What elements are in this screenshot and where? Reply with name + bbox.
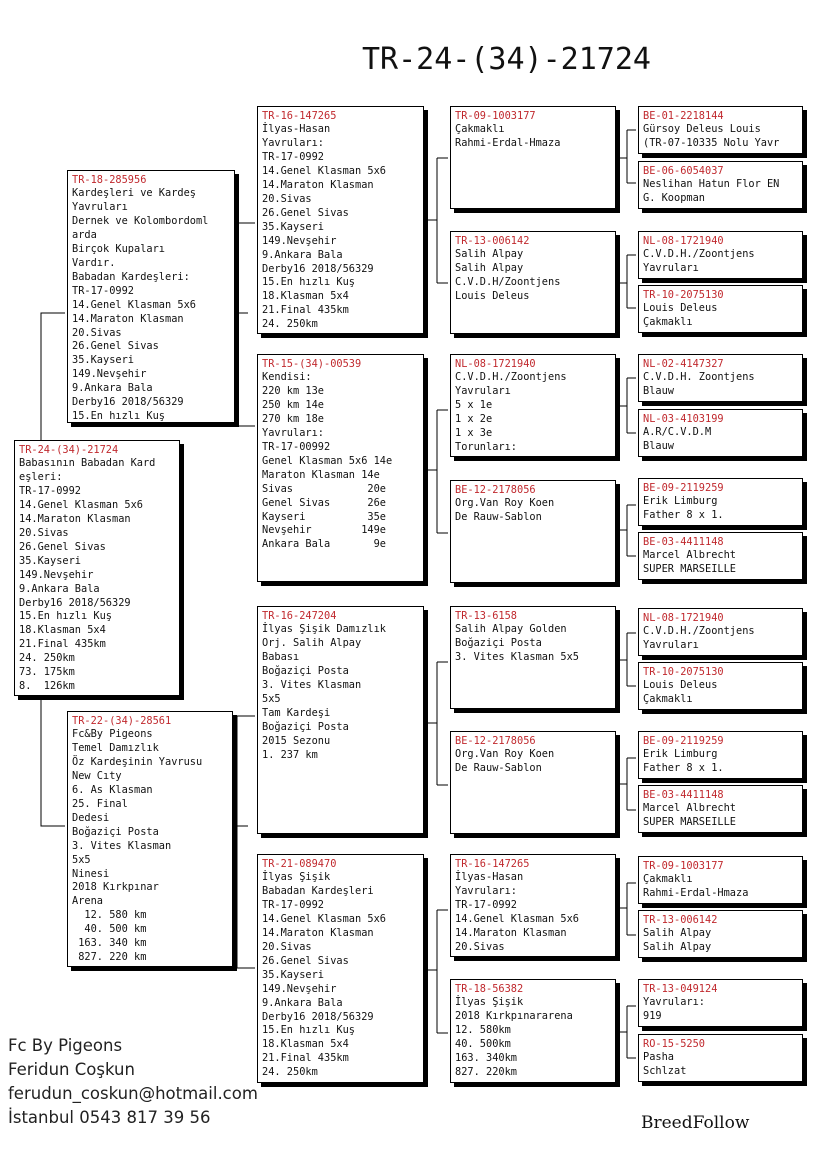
pedigree-info-line: Dedesi	[72, 811, 110, 824]
ring-number: TR-10-2075130	[643, 666, 724, 678]
pedigree-info-line: TR-17-0992	[455, 898, 517, 911]
pedigree-info-line: Sivas 20e	[262, 482, 386, 495]
pedigree-card-gen3-7	[450, 854, 616, 957]
pedigree-info-line: 40. 500 km	[72, 923, 147, 936]
ring-number: BE-06-6054037	[643, 165, 724, 177]
pedigree-card-dam	[67, 711, 233, 967]
pedigree-info-line: 220 km 13e	[262, 384, 324, 397]
pedigree-card-gen3-1	[450, 106, 616, 209]
pedigree-info-line: 35.Kayseri	[19, 554, 81, 567]
pedigree-info-line: 14.Maraton Klasman	[19, 512, 131, 525]
pedigree-info-line: 20.Sivas	[72, 326, 122, 339]
pedigree-info-line: 15.En hızlı Kuş	[262, 1024, 355, 1037]
pedigree-info-line: Org.Van Roy Koen	[455, 497, 555, 509]
pedigree-info-line: eşleri:	[19, 470, 63, 483]
pedigree-info-line: Father 8 x 1.	[643, 508, 724, 521]
pedigree-info-line: 73. 175km	[19, 666, 75, 679]
pedigree-info-line: 1. 237 km	[262, 748, 318, 761]
pedigree-info-line: Salih Alpay	[455, 261, 524, 274]
pedigree-info-line: 15.En hızlı Kuş	[72, 410, 165, 423]
pedigree-info-line: 6. As Klasman	[72, 783, 153, 796]
pedigree-info-line: 9.Ankara Bala	[72, 382, 153, 395]
pedigree-info-line: 8. 126km	[19, 680, 75, 693]
pedigree-info-line: Marcel Albrecht	[643, 549, 736, 561]
pedigree-info-line: 250 km 14e	[262, 398, 324, 411]
pedigree-card-gen4-10	[638, 662, 803, 710]
pedigree-info-line: 20.Sivas	[262, 940, 312, 953]
pedigree-info-line: 20.Sivas	[455, 940, 505, 953]
pedigree-info-line: 20.Sivas	[19, 526, 69, 539]
ring-number: TR-09-1003177	[643, 860, 724, 872]
ring-number: TR-13-006142	[643, 914, 718, 926]
pedigree-card-gen4-5	[638, 354, 803, 402]
pedigree-info-line: Schlzat	[643, 1064, 687, 1077]
ring-number: TR-10-2075130	[643, 289, 724, 301]
pedigree-card-gen4-1	[638, 106, 803, 154]
pedigree-info-line: SUPER MARSEILLE	[643, 815, 736, 828]
pedigree-card-gen4-12	[638, 785, 803, 833]
pedigree-info-line: Boğaziçi Posta	[455, 636, 542, 649]
ring-number: TR-13-6158	[455, 610, 517, 622]
ring-number: TR-13-006142	[455, 235, 530, 247]
pedigree-card-gen4-13	[638, 856, 803, 904]
pedigree-info-line: 9.Ankara Bala	[262, 996, 343, 1009]
pedigree-card-gen4-4	[638, 285, 803, 333]
pedigree-info-line: 24. 250km	[262, 1066, 318, 1079]
pedigree-card-gen3-6	[450, 731, 616, 834]
pedigree-info-line: Çakmaklı	[643, 873, 693, 885]
ring-number: TR-16-247204	[262, 610, 337, 622]
pedigree-info-line: Dernek ve Kolombordoml	[72, 214, 209, 227]
pedigree-info-line: Çakmaklı	[643, 692, 693, 705]
pedigree-info-line: Yavruları	[455, 384, 511, 397]
pedigree-info-line: TR-17-00992	[262, 440, 331, 453]
ring-number: BE-12-2178056	[455, 735, 536, 747]
pedigree-card-gen3-2	[450, 231, 616, 334]
pedigree-info-line: 3. Vites Klasman	[262, 678, 362, 691]
pedigree-info-line: C.V.D.H. Zoontjens	[643, 371, 755, 383]
pedigree-info-line: Derby16 2018/56329	[262, 262, 374, 275]
pedigree-info-line: Rahmi-Erdal-Hmaza	[643, 886, 749, 899]
pedigree-info-line: 163. 340 km	[72, 937, 147, 950]
pedigree-card-gen3-8	[450, 979, 616, 1083]
pedigree-title: TR-24-(34)-21724	[362, 42, 651, 77]
pedigree-info-line: Birçok Kupaları	[72, 242, 165, 255]
pedigree-info-line: 14.Genel Klasman 5x6	[72, 298, 196, 311]
contact-owner: Feridun Coşkun	[8, 1060, 135, 1079]
pedigree-info-line: Yavruları:	[262, 426, 324, 439]
pedigree-info-line: 149.Nevşehir	[19, 568, 94, 581]
pedigree-info-line: 20.Sivas	[262, 192, 312, 205]
pedigree-info-line: Çakmaklı	[643, 315, 693, 328]
pedigree-info-line: 18.Klasman 5x4	[262, 1038, 349, 1051]
pedigree-info-line: C.V.D.H./Zoontjens	[455, 371, 567, 383]
pedigree-info-line: arda	[72, 228, 97, 241]
pedigree-info-line: Yavruları:	[262, 136, 324, 149]
pedigree-info-line: 270 km 18e	[262, 412, 324, 425]
ring-number: TR-24-(34)-21724	[19, 444, 119, 456]
pedigree-info-line: 919	[643, 1009, 662, 1022]
pedigree-info-line: 21.Final 435km	[19, 638, 106, 651]
pedigree-info-line: Babadan Kardeşleri:	[72, 270, 190, 283]
pedigree-card-gen4-9	[638, 608, 803, 656]
pedigree-info-line: 14.Maraton Klasman	[262, 926, 374, 939]
pedigree-info-line: 26.Genel Sivas	[262, 954, 349, 967]
pedigree-info-line: C.V.D.H/Zoontjens	[455, 275, 561, 288]
pedigree-info-line: 14.Genel Klasman 5x6	[262, 912, 386, 925]
pedigree-info-line: 26.Genel Sivas	[262, 206, 349, 219]
pedigree-info-line: 3. Vites Klasman 5x5	[455, 650, 579, 663]
pedigree-info-line: 149.Nevşehir	[72, 368, 147, 381]
pedigree-info-line: Babasının Babadan Kard	[19, 457, 156, 469]
pedigree-info-line: 24. 250km	[19, 652, 75, 665]
pedigree-info-line: De Rauw-Sablon	[455, 761, 542, 774]
pedigree-info-line: Yavruları	[643, 261, 699, 274]
pedigree-info-line: TR-17-0992	[262, 150, 324, 163]
pedigree-info-line: Derby16 2018/56329	[262, 1010, 374, 1023]
pedigree-info-line: Yavruları:	[455, 884, 517, 897]
pedigree-info-line: Marcel Albrecht	[643, 802, 736, 814]
contact-block	[8, 1034, 258, 1130]
pedigree-info-line: 149.Nevşehir	[262, 234, 337, 247]
pedigree-info-line: 24. 250km	[262, 318, 318, 331]
pedigree-info-line: Babadan Kardeşleri	[262, 884, 374, 897]
pedigree-card-gen4-15	[638, 979, 803, 1027]
ring-number: NL-02-4147327	[643, 358, 724, 370]
ring-number: NL-08-1721940	[643, 612, 724, 624]
pedigree-info-line: Maraton Klasman 14e	[262, 468, 380, 481]
pedigree-info-line: 14.Maraton Klasman	[72, 312, 184, 325]
pedigree-info-line: (TR-07-10335 Nolu Yavr	[643, 136, 780, 149]
pedigree-info-line: Ninesi	[72, 867, 110, 880]
pedigree-info-line: İlyas-Hasan	[455, 871, 524, 883]
ring-number: BE-12-2178056	[455, 484, 536, 496]
pedigree-info-line: Kardeşleri ve Kardeş	[72, 187, 196, 199]
pedigree-card-gen4-3	[638, 231, 803, 279]
pedigree-info-line: 2015 Sezonu	[262, 734, 331, 747]
pedigree-info-line: Blauw	[643, 384, 674, 397]
pedigree-info-line: 9.Ankara Bala	[19, 582, 100, 595]
pedigree-info-line: Gürsoy Deleus Louis	[643, 123, 761, 135]
pedigree-info-line: 26.Genel Sivas	[19, 540, 106, 553]
contact-email[interactable]: ferudun_coskun@hotmail.com	[8, 1084, 258, 1103]
pedigree-info-line: Boğaziçi Posta	[72, 825, 159, 838]
pedigree-info-line: 14.Genel Klasman 5x6	[455, 912, 579, 925]
ring-number: RO-15-5250	[643, 1038, 705, 1050]
pedigree-card-gen4-7	[638, 478, 803, 526]
pedigree-card-gen3-3	[450, 354, 616, 457]
ring-number: TR-15-(34)-00539	[262, 358, 362, 370]
pedigree-info-line: Yavruları	[72, 200, 128, 213]
pedigree-info-line: Kendisi:	[262, 371, 312, 383]
pedigree-info-line: 15.En hızlı Kuş	[262, 276, 355, 289]
pedigree-info-line: Pasha	[643, 1051, 674, 1063]
pedigree-info-line: 26.Genel Sivas	[72, 340, 159, 353]
pedigree-info-line: C.V.D.H./Zoontjens	[643, 248, 755, 260]
pedigree-info-line: Babası	[262, 650, 300, 663]
pedigree-card-gen4-16	[638, 1034, 803, 1082]
pedigree-info-line: 5 x 1e	[455, 398, 493, 411]
pedigree-info-line: 40. 500km	[455, 1037, 511, 1050]
ring-number: NL-03-4103199	[643, 413, 724, 425]
ring-number: BE-03-4411148	[643, 536, 724, 548]
ring-number: TR-16-147265	[455, 858, 530, 870]
pedigree-info-line: Kayseri 35e	[262, 510, 386, 523]
pedigree-card-gen4-14	[638, 910, 803, 958]
ring-number: NL-08-1721940	[643, 235, 724, 247]
pedigree-info-line: 5x5	[262, 692, 281, 705]
pedigree-info-line: Genel Sivas 26e	[262, 496, 386, 509]
ring-number: BE-09-2119259	[643, 735, 724, 747]
pedigree-info-line: 18.Klasman 5x4	[19, 624, 106, 637]
pedigree-info-line: 15.En hızlı Kuş	[19, 610, 112, 623]
pedigree-info-line: TR-17-0992	[19, 484, 81, 497]
pedigree-info-line: C.V.D.H./Zoontjens	[643, 625, 755, 637]
ring-number: TR-18-285956	[72, 174, 147, 186]
pedigree-info-line: De Rauw-Sablon	[455, 510, 542, 523]
pedigree-info-line: Salih Alpay	[455, 248, 524, 260]
pedigree-info-line: Derby16 2018/56329	[19, 596, 131, 609]
ring-number: BE-01-2218144	[643, 110, 724, 122]
pedigree-card-dam-sire	[257, 606, 424, 834]
pedigree-card-gen4-2	[638, 161, 803, 209]
pedigree-info-line: 9.Ankara Bala	[262, 248, 343, 261]
pedigree-card-sire-sire	[257, 106, 424, 334]
pedigree-info-line: 35.Kayseri	[72, 354, 134, 367]
pedigree-info-line: 149.Nevşehir	[262, 982, 337, 995]
contact-phone: İstanbul 0543 817 39 56	[8, 1108, 211, 1127]
pedigree-info-line: Boğaziçi Posta	[262, 664, 349, 677]
pedigree-info-line: 2018 Kırkpınararena	[455, 1009, 573, 1022]
pedigree-info-line: 25. Final	[72, 797, 128, 810]
pedigree-info-line: 35.Kayseri	[262, 220, 324, 233]
pedigree-info-line: 35.Kayseri	[262, 968, 324, 981]
ring-number: TR-18-56382	[455, 983, 524, 995]
pedigree-info-line: Salih Alpay	[643, 940, 712, 953]
pedigree-info-line: Genel Klasman 5x6 14e	[262, 454, 393, 467]
pedigree-info-line: Yavruları:	[643, 996, 705, 1008]
pedigree-info-line: Erik Limburg	[643, 495, 718, 507]
pedigree-info-line: 21.Final 435km	[262, 304, 349, 317]
pedigree-info-line: 14.Maraton Klasman	[262, 178, 374, 191]
pedigree-info-line: 12. 580 km	[72, 909, 147, 922]
pedigree-info-line: 14.Genel Klasman 5x6	[262, 164, 386, 177]
pedigree-info-line: TR-17-0992	[72, 284, 134, 297]
pedigree-info-line: SUPER MARSEILLE	[643, 562, 736, 575]
ring-number: NL-08-1721940	[455, 358, 536, 370]
pedigree-info-line: Salih Alpay	[643, 927, 712, 939]
pedigree-info-line: Temel Damızlık	[72, 741, 159, 754]
ring-number: TR-13-049124	[643, 983, 718, 995]
pedigree-info-line: Org.Van Roy Koen	[455, 748, 555, 760]
pedigree-info-line: Salih Alpay Golden	[455, 623, 567, 635]
pedigree-info-line: 163. 340km	[455, 1051, 517, 1064]
pedigree-card-gen4-11	[638, 731, 803, 779]
pedigree-info-line: İlyas Şişik	[455, 996, 524, 1008]
pedigree-card-gen3-5	[450, 606, 616, 709]
pedigree-info-line: 14.Genel Klasman 5x6	[19, 498, 143, 511]
pedigree-info-line: Torunları:	[455, 440, 517, 453]
pedigree-info-line: Çakmaklı	[455, 123, 505, 135]
ring-number: TR-21-089470	[262, 858, 337, 870]
pedigree-info-line: Louis Deleus	[455, 289, 530, 302]
pedigree-info-line: 12. 580km	[455, 1023, 511, 1036]
pedigree-info-line: İlyas-Hasan	[262, 123, 331, 135]
pedigree-card-sire	[67, 170, 235, 423]
pedigree-info-line: Öz Kardeşinin Yavrusu	[72, 755, 203, 768]
ring-number: TR-16-147265	[262, 110, 337, 122]
pedigree-info-line: Vardır.	[72, 256, 116, 269]
pedigree-info-line: 14.Maraton Klasman	[455, 926, 567, 939]
pedigree-info-line: Father 8 x 1.	[643, 761, 724, 774]
pedigree-info-line: 18.Klasman 5x4	[262, 290, 349, 303]
pedigree-info-line: 1 x 2e	[455, 412, 493, 425]
pedigree-info-line: Neslihan Hatun Flor EN	[643, 178, 780, 190]
pedigree-info-line: 1 x 3e	[455, 426, 493, 439]
pedigree-card-dam-dam	[257, 854, 424, 1083]
pedigree-info-line: 2018 Kırkpınar	[72, 881, 159, 894]
pedigree-card-subject	[14, 440, 180, 696]
pedigree-info-line: Louis Deleus	[643, 302, 718, 314]
pedigree-info-line: Orj. Salih Alpay	[262, 636, 362, 649]
pedigree-info-line: Boğaziçi Posta	[262, 720, 349, 733]
pedigree-info-line: Rahmi-Erdal-Hmaza	[455, 136, 561, 149]
pedigree-info-line: Nevşehir 149e	[262, 524, 386, 537]
pedigree-card-gen4-8	[638, 532, 803, 580]
pedigree-info-line: 827. 220km	[455, 1065, 517, 1078]
pedigree-info-line: 3. Vites Klasman	[72, 839, 172, 852]
pedigree-info-line: 21.Final 435km	[262, 1052, 349, 1065]
pedigree-info-line: İlyas Şişik	[262, 871, 331, 883]
pedigree-info-line: Erik Limburg	[643, 748, 718, 760]
ring-number: BE-03-4411148	[643, 789, 724, 801]
pedigree-info-line: Blauw	[643, 439, 674, 452]
pedigree-info-line: TR-17-0992	[262, 898, 324, 911]
pedigree-info-line: Derby16 2018/56329	[72, 396, 184, 409]
pedigree-info-line: New Cıty	[72, 769, 122, 782]
pedigree-info-line: Louis Deleus	[643, 679, 718, 691]
pedigree-card-sire-dam	[257, 354, 424, 582]
pedigree-info-line: Arena	[72, 895, 103, 908]
contact-name: Fc By Pigeons	[8, 1036, 123, 1055]
pedigree-info-line: Tam Kardeşi	[262, 706, 331, 719]
pedigree-info-line: 5x5	[72, 853, 91, 866]
pedigree-info-line: Yavruları	[643, 638, 699, 651]
pedigree-info-line: Fc&By Pigeons	[72, 728, 153, 740]
ring-number: TR-09-1003177	[455, 110, 536, 122]
brand-logo-text: BreedFollow	[641, 1113, 750, 1133]
pedigree-info-line: Ankara Bala 9e	[262, 538, 386, 551]
ring-number: BE-09-2119259	[643, 482, 724, 494]
ring-number: TR-22-(34)-28561	[72, 715, 172, 727]
pedigree-info-line: G. Koopman	[643, 191, 705, 204]
pedigree-info-line: A.R/C.V.D.M	[643, 426, 712, 438]
pedigree-info-line: 827. 220 km	[72, 951, 147, 964]
pedigree-card-gen4-6	[638, 409, 803, 457]
pedigree-card-gen3-4	[450, 480, 616, 583]
pedigree-info-line: İlyas Şişik Damızlık	[262, 623, 386, 635]
